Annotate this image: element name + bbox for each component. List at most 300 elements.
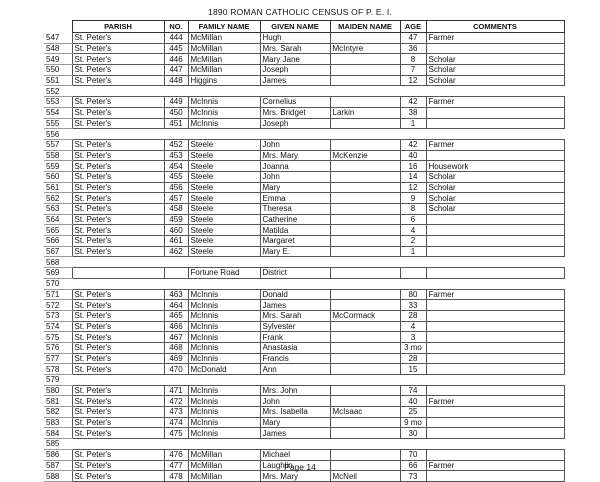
age-cell [400,268,426,279]
row-number: 556 [44,129,72,140]
table-row [44,54,564,65]
parish-cell: St. Peter's [72,118,164,129]
number-cell: 468 [164,342,188,353]
number-cell [164,375,188,386]
row-number: 553 [44,97,72,108]
family-name-cell: Higgins [188,75,260,86]
age-cell [400,278,426,289]
family-name-cell: Steele [188,161,260,172]
parish-cell: St. Peter's [72,161,164,172]
table-row [44,225,564,236]
family-name-cell [188,439,260,450]
table-row [44,257,564,268]
table-row [44,161,564,172]
table-row [44,86,564,97]
family-name-cell: McInnis [188,417,260,428]
parish-cell: St. Peter's [72,417,164,428]
maiden-name-cell: McKenzie [330,150,400,161]
family-name-cell [188,257,260,268]
age-cell: 2 [400,236,426,247]
age-cell: 1 [400,118,426,129]
number-cell: 446 [164,54,188,65]
row-number: 564 [44,214,72,225]
comments-cell [426,150,564,161]
parish-cell [72,439,164,450]
table-row [44,439,564,450]
maiden-name-cell [330,129,400,140]
comments-cell [426,342,564,353]
given-name-cell [260,129,330,140]
comments-cell [426,439,564,450]
comments-cell: Farmer [426,396,564,407]
age-cell: 28 [400,310,426,321]
parish-cell: St. Peter's [72,300,164,311]
family-name-cell: Steele [188,214,260,225]
table-row [44,214,564,225]
given-name-cell: Hugh [260,33,330,44]
age-cell: 1 [400,246,426,257]
given-name-cell: District [260,268,330,279]
column-header-parish: PARISH [72,21,164,33]
maiden-name-cell [330,182,400,193]
comments-cell: Farmer [426,139,564,150]
parish-cell: St. Peter's [72,246,164,257]
given-name-cell: Emma [260,193,330,204]
column-header-comments: COMMENTS [426,21,564,33]
maiden-name-cell [330,375,400,386]
maiden-name-cell [330,332,400,343]
row-number: 586 [44,449,72,460]
comments-cell [426,225,564,236]
row-number: 554 [44,107,72,118]
age-cell: 38 [400,107,426,118]
family-name-cell: McInnis [188,385,260,396]
comments-cell: Scholar [426,75,564,86]
maiden-name-cell [330,246,400,257]
age-cell: 25 [400,407,426,418]
given-name-cell: Mrs. John [260,385,330,396]
table-row [44,150,564,161]
given-name-cell: Mrs. Sarah [260,310,330,321]
family-name-cell: McMillan [188,33,260,44]
age-cell: 8 [400,54,426,65]
given-name-cell: John [260,139,330,150]
table-row [44,428,564,439]
parish-cell [72,257,164,268]
parish-cell: St. Peter's [72,289,164,300]
table-row [44,289,564,300]
row-number: 563 [44,204,72,215]
row-number: 552 [44,86,72,97]
age-cell: 12 [400,75,426,86]
age-cell: 47 [400,33,426,44]
maiden-name-cell [330,428,400,439]
number-cell: 470 [164,364,188,375]
parish-cell: St. Peter's [72,396,164,407]
comments-cell [426,353,564,364]
table-row [44,268,564,279]
comments-cell [426,364,564,375]
table-row [44,182,564,193]
census-table-body [44,33,564,482]
family-name-cell: Steele [188,182,260,193]
row-number-header [44,21,72,33]
maiden-name-cell [330,342,400,353]
number-cell: 478 [164,471,188,482]
row-number: 567 [44,246,72,257]
number-cell: 466 [164,321,188,332]
family-name-cell: McMillan [188,471,260,482]
parish-cell: St. Peter's [72,139,164,150]
parish-cell: St. Peter's [72,182,164,193]
comments-cell: Scholar [426,171,564,182]
family-name-cell: McInnis [188,407,260,418]
maiden-name-cell [330,385,400,396]
comments-cell [426,375,564,386]
number-cell: 449 [164,97,188,108]
row-number: 550 [44,65,72,76]
family-name-cell: McInnis [188,428,260,439]
family-name-cell: Steele [188,204,260,215]
comments-cell [426,385,564,396]
age-cell: 28 [400,353,426,364]
age-cell: 9 mo [400,417,426,428]
given-name-cell: Mrs. Bridget [260,107,330,118]
row-number: 566 [44,236,72,247]
number-cell: 445 [164,43,188,54]
age-cell: 14 [400,171,426,182]
age-cell [400,86,426,97]
given-name-cell: Mary [260,182,330,193]
table-row [44,449,564,460]
row-number: 572 [44,300,72,311]
row-number: 585 [44,439,72,450]
comments-cell [426,214,564,225]
row-number: 569 [44,268,72,279]
family-name-cell: McInnis [188,300,260,311]
given-name-cell [260,439,330,450]
parish-cell: St. Peter's [72,364,164,375]
row-number: 565 [44,225,72,236]
table-row [44,204,564,215]
row-number: 559 [44,161,72,172]
column-header-no: NO. [164,21,188,33]
number-cell: 447 [164,65,188,76]
maiden-name-cell [330,257,400,268]
family-name-cell: McInnis [188,289,260,300]
maiden-name-cell [330,268,400,279]
age-cell: 16 [400,161,426,172]
age-cell: 9 [400,193,426,204]
age-cell: 42 [400,97,426,108]
age-cell [400,375,426,386]
given-name-cell: Mrs. Isabella [260,407,330,418]
maiden-name-cell: McCormack [330,310,400,321]
page-footer: Page 14 [284,462,316,472]
number-cell: 469 [164,353,188,364]
age-cell: 4 [400,225,426,236]
parish-cell: St. Peter's [72,107,164,118]
row-number: 588 [44,471,72,482]
maiden-name-cell [330,321,400,332]
given-name-cell: Matilda [260,225,330,236]
comments-cell [426,332,564,343]
column-header-maiden-name: MAIDEN NAME [330,21,400,33]
given-name-cell: Mrs. Mary [260,150,330,161]
given-name-cell: Joseph [260,65,330,76]
parish-cell: St. Peter's [72,236,164,247]
table-row [44,332,564,343]
family-name-cell: McInnis [188,118,260,129]
given-name-cell: Catherine [260,214,330,225]
maiden-name-cell: McNeil [330,471,400,482]
given-name-cell: Mary Jane [260,54,330,65]
table-row [44,33,564,44]
number-cell: 451 [164,118,188,129]
number-cell: 453 [164,150,188,161]
comments-cell [426,257,564,268]
family-name-cell: Fortune Road [188,268,260,279]
family-name-cell [188,375,260,386]
maiden-name-cell [330,300,400,311]
family-name-cell: McInnis [188,321,260,332]
table-row [44,246,564,257]
comments-cell: Scholar [426,204,564,215]
given-name-cell: Frank [260,332,330,343]
parish-cell: St. Peter's [72,75,164,86]
comments-cell: Scholar [426,182,564,193]
row-number: 580 [44,385,72,396]
number-cell: 458 [164,204,188,215]
given-name-cell: Mary [260,417,330,428]
maiden-name-cell [330,65,400,76]
comments-cell [426,86,564,97]
parish-cell: St. Peter's [72,471,164,482]
number-cell: 454 [164,161,188,172]
table-row [44,118,564,129]
given-name-cell: Donald [260,289,330,300]
table-row [44,43,564,54]
age-cell: 40 [400,396,426,407]
maiden-name-cell [330,364,400,375]
row-number: 573 [44,310,72,321]
parish-cell [72,278,164,289]
given-name-cell [260,278,330,289]
number-cell: 450 [164,107,188,118]
maiden-name-cell [330,161,400,172]
maiden-name-cell [330,54,400,65]
parish-cell: St. Peter's [72,43,164,54]
maiden-name-cell [330,204,400,215]
number-cell: 457 [164,193,188,204]
comments-cell: Farmer [426,97,564,108]
maiden-name-cell [330,289,400,300]
parish-cell: St. Peter's [72,65,164,76]
given-name-cell: Sylvester [260,321,330,332]
age-cell [400,439,426,450]
table-row [44,417,564,428]
family-name-cell: Steele [188,236,260,247]
age-cell: 42 [400,139,426,150]
parish-cell: St. Peter's [72,33,164,44]
age-cell: 40 [400,150,426,161]
maiden-name-cell [330,33,400,44]
row-number: 581 [44,396,72,407]
comments-cell [426,407,564,418]
table-row [44,129,564,140]
number-cell: 471 [164,385,188,396]
table-row [44,353,564,364]
row-number: 547 [44,33,72,44]
number-cell: 473 [164,407,188,418]
row-number: 562 [44,193,72,204]
family-name-cell: Steele [188,171,260,182]
number-cell: 462 [164,246,188,257]
table-row [44,278,564,289]
family-name-cell [188,86,260,97]
comments-cell [426,417,564,428]
given-name-cell: James [260,300,330,311]
table-row [44,236,564,247]
age-cell: 12 [400,182,426,193]
comments-cell: Farmer [426,460,564,471]
number-cell: 475 [164,428,188,439]
comments-cell [426,428,564,439]
row-number: 557 [44,139,72,150]
given-name-cell: John [260,171,330,182]
age-cell: 70 [400,449,426,460]
table-row [44,75,564,86]
number-cell: 459 [164,214,188,225]
maiden-name-cell [330,449,400,460]
maiden-name-cell [330,225,400,236]
row-number: 575 [44,332,72,343]
parish-cell: St. Peter's [72,428,164,439]
age-cell: 66 [400,460,426,471]
given-name-cell: Laughlin [260,460,330,471]
comments-cell [426,321,564,332]
row-number: 568 [44,257,72,268]
given-name-cell [260,257,330,268]
family-name-cell: McMillan [188,54,260,65]
family-name-cell: McMillan [188,65,260,76]
census-table [44,20,565,482]
family-name-cell: McMillan [188,460,260,471]
table-row [44,171,564,182]
age-cell [400,257,426,268]
family-name-cell [188,278,260,289]
comments-cell: Scholar [426,54,564,65]
row-number: 570 [44,278,72,289]
number-cell [164,257,188,268]
maiden-name-cell [330,278,400,289]
parish-cell: St. Peter's [72,342,164,353]
family-name-cell: McMillan [188,43,260,54]
maiden-name-cell [330,75,400,86]
row-number: 560 [44,171,72,182]
number-cell [164,86,188,97]
family-name-cell: Steele [188,150,260,161]
row-number: 561 [44,182,72,193]
page-title: 1890 ROMAN CATHOLIC CENSUS OF P. E. I. [208,7,392,17]
table-row [44,107,564,118]
row-number: 549 [44,54,72,65]
age-cell: 74 [400,385,426,396]
given-name-cell: Joanna [260,161,330,172]
parish-cell: St. Peter's [72,204,164,215]
comments-cell: Farmer [426,33,564,44]
given-name-cell: James [260,75,330,86]
family-name-cell: McInnis [188,353,260,364]
age-cell: 36 [400,43,426,54]
row-number: 584 [44,428,72,439]
age-cell: 8 [400,204,426,215]
parish-cell [72,86,164,97]
comments-cell [426,246,564,257]
table-row [44,385,564,396]
table-row [44,375,564,386]
given-name-cell: Mary E. [260,246,330,257]
parish-cell: St. Peter's [72,332,164,343]
number-cell: 452 [164,139,188,150]
family-name-cell: Steele [188,246,260,257]
row-number: 587 [44,460,72,471]
table-row [44,321,564,332]
table-row [44,396,564,407]
parish-cell: St. Peter's [72,449,164,460]
number-cell [164,129,188,140]
number-cell [164,268,188,279]
family-name-cell: McInnis [188,310,260,321]
age-cell: 80 [400,289,426,300]
parish-cell: St. Peter's [72,193,164,204]
maiden-name-cell [330,193,400,204]
row-number: 583 [44,417,72,428]
age-cell: 3 mo [400,342,426,353]
maiden-name-cell [330,417,400,428]
number-cell: 444 [164,33,188,44]
maiden-name-cell: Larkin [330,107,400,118]
number-cell: 474 [164,417,188,428]
age-cell: 30 [400,428,426,439]
number-cell: 472 [164,396,188,407]
parish-cell: St. Peter's [72,353,164,364]
family-name-cell: McMillan [188,449,260,460]
row-number: 571 [44,289,72,300]
column-header-age: AGE [400,21,426,33]
maiden-name-cell [330,353,400,364]
given-name-cell: John [260,396,330,407]
parish-cell [72,268,164,279]
comments-cell [426,310,564,321]
family-name-cell: McDonald [188,364,260,375]
row-number: 574 [44,321,72,332]
table-row [44,364,564,375]
age-cell: 73 [400,471,426,482]
row-number: 579 [44,375,72,386]
family-name-cell: Steele [188,225,260,236]
column-header-family-name: FAMILY NAME [188,21,260,33]
age-cell: 3 [400,332,426,343]
parish-cell: St. Peter's [72,407,164,418]
parish-cell: St. Peter's [72,150,164,161]
table-row [44,97,564,108]
age-cell: 4 [400,321,426,332]
parish-cell: St. Peter's [72,321,164,332]
number-cell: 477 [164,460,188,471]
table-row [44,310,564,321]
number-cell: 463 [164,289,188,300]
